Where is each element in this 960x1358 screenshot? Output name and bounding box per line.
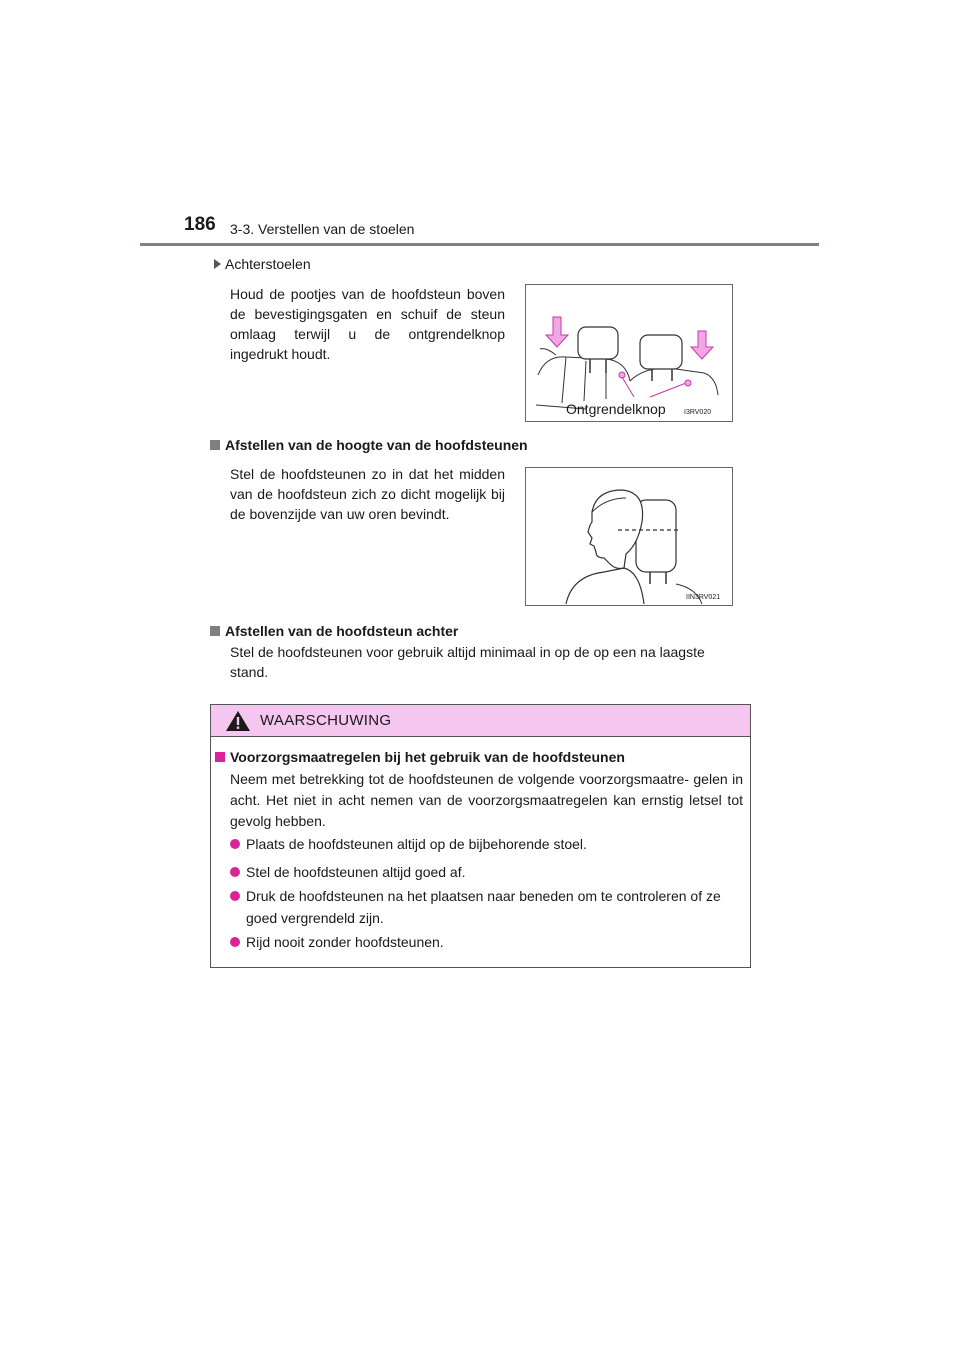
headrest-height-illustration bbox=[526, 468, 732, 605]
warning-item-text: Stel de hoofdsteunen altijd goed af. bbox=[246, 864, 466, 880]
warning-list-item bbox=[230, 833, 743, 855]
triangle-right-icon bbox=[214, 259, 221, 269]
warning-item-text: Plaats de hoofdsteunen altijd op de bijbehorende stoel. bbox=[246, 836, 587, 852]
subsection-label-text: Achterstoelen bbox=[225, 256, 311, 272]
warning-list-item bbox=[230, 931, 743, 953]
bullet-dot-icon bbox=[230, 891, 240, 901]
square-bullet-icon bbox=[210, 626, 220, 636]
headrest-install-figure bbox=[525, 284, 733, 422]
warning-intro: Neem met betrekking tot de hoofdsteunen de volgende voorzorgsmaatre- gelen in acht. Het niet in acht nemen van de voorzorgsmaatregelen kan ernstig letsel tot gevolg hebben. bbox=[230, 771, 743, 829]
figure-code: IIN3RV021 bbox=[686, 594, 721, 601]
warning-item-text: Rijd nooit zonder hoofdsteunen. bbox=[246, 934, 444, 950]
rear-headrest-heading-row bbox=[210, 623, 458, 639]
headrest-height-figure bbox=[525, 467, 733, 606]
header-rule bbox=[140, 243, 819, 246]
warning-item-text: Druk de hoofdsteunen na het plaatsen naar beneden om te controleren of ze goed vergrendeld zijn. bbox=[246, 888, 721, 926]
subsection-label bbox=[214, 256, 311, 272]
height-text: Stel de hoofdsteunen zo in dat het midden van de hoofdsteun zich zo dicht mogelijk bij de bovenzijde van uw oren bevindt. bbox=[230, 466, 505, 522]
warning-header bbox=[211, 705, 750, 737]
section-title: 3-3. Verstellen van de stoelen bbox=[230, 221, 415, 237]
height-heading: Afstellen van de hoogte van de hoofdsteunen bbox=[225, 437, 528, 453]
rear-seats-instruction: Houd de pootjes van de hoofdsteun boven de bevestigingsgaten en schuif de steun omlaag terwijl u de ontgrendelknop ingedrukt houdt. bbox=[230, 286, 505, 362]
rear-headrest-text: Stel de hoofdsteunen voor gebruik altijd minimaal in op de op een na laagste stand. bbox=[230, 644, 705, 680]
square-bullet-icon bbox=[215, 752, 225, 762]
figure-callout: Ontgrendelknop bbox=[566, 401, 666, 417]
bullet-dot-icon bbox=[230, 839, 240, 849]
warning-title: WAARSCHUWING bbox=[260, 712, 392, 729]
warning-list-item bbox=[230, 885, 743, 929]
figure-code: I3RV020 bbox=[684, 409, 712, 416]
warning-triangle-icon bbox=[225, 710, 251, 732]
warning-heading-row bbox=[215, 749, 625, 765]
warning-list-item bbox=[230, 861, 743, 883]
square-bullet-icon bbox=[210, 440, 220, 450]
bullet-dot-icon bbox=[230, 937, 240, 947]
height-heading-row bbox=[210, 437, 528, 453]
warning-box bbox=[210, 704, 751, 968]
warning-heading: Voorzorgsmaatregelen bij het gebruik van de hoofdsteunen bbox=[230, 749, 625, 765]
rear-headrest-heading: Afstellen van de hoofdsteun achter bbox=[225, 623, 459, 639]
page-number: 186 bbox=[184, 214, 216, 235]
bullet-dot-icon bbox=[230, 867, 240, 877]
